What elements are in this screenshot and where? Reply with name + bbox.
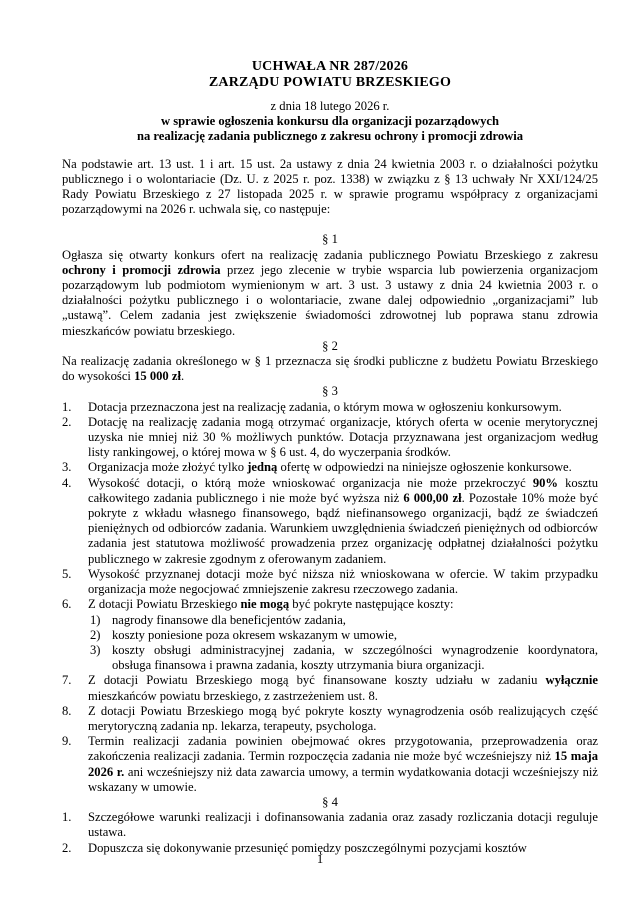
list-item-text: Wysokość przyznanej dotacji może być niższa niż wnioskowana w ofercie. W takim przypadku organizacja może negocjować zmniejszenie zakresu rzeczowego zadania. [88, 566, 598, 597]
list-subitem-number: 2) [90, 627, 101, 642]
list-item-text: Termin realizacji zadania powinien obejmować okres przygotowania, przeprowadzenia oraz zakończenia realizacji zadania. Termin rozpoczęcia zadania nie może być wcześniejszy niż 15 maja 2026 r. ani wcześniejszy niż data zawarcia umowy, a termin wydatkowania dotacji wcześniejszy niż wskazany w umowie. [88, 734, 598, 794]
list-item-text: Wysokość dotacji, o którą może wnioskować organizacja nie może przekroczyć 90% kosztu całkowitego zadania publicznego i nie może być wyższa niż 6 000,00 zł. Pozostałe 10% może być pokryte z wkładu własnego finansowego, bądź niefinansowego organizacji, bądź ze świadczeń pieniężnych od odbiorców zadania. Warunkiem uwzględnienia świadczeń pieniężnych od odbiorców zadania jest statutowa możliwość prowadzenia przez organizację odpłatnej działalności pożytku publicznego w zakresie zgodnym z oferowanym zadaniem. [88, 475, 599, 566]
section-3-list [62, 400, 598, 795]
document-title-line2: ZARZĄDU POWIATU BRZESKIEGO [208, 75, 452, 90]
bold-text: jedną [247, 460, 278, 475]
list-item [62, 673, 598, 703]
list-item-number: 9. [62, 734, 72, 749]
list-item-number: 7. [62, 673, 72, 688]
list-item-number: 3. [62, 460, 72, 475]
document-title-line1: UCHWAŁA NR 287/2026 [251, 59, 409, 74]
bold-text: ochrony i promocji zdrowia [62, 262, 221, 277]
list-item-number: 2. [62, 414, 72, 429]
list-item-number: 5. [62, 566, 72, 581]
document-subject-line1: w sprawie ogłoszenia konkursu dla organizacji pozarządowych [161, 114, 499, 129]
section-4-mark: § 4 [322, 794, 338, 809]
list-item [62, 597, 598, 673]
list-item-text: Organizacja może złożyć tylko jedną ofertę w odpowiedzi na niniejsze ogłoszenie konkursowe. [88, 460, 572, 475]
list-item-text: Dotację na realizację zadania mogą otrzymać organizacje, których oferta w ocenie merytorycznej uzyska nie mniej niż 30 % możliwych punktów. Dotacja przyznawana jest organizacjom według listy rankingowej, o której mowa w § 6 ust. 4, do wyczerpania środków. [88, 414, 598, 460]
section-4-list [62, 810, 598, 856]
document-subject-line2: na realizację zadania publicznego z zakresu ochrony i promocji zdrowia [136, 129, 524, 144]
section-3-mark: § 3 [322, 384, 338, 399]
list-item-number: 1. [62, 399, 72, 414]
list-item-number: 2. [62, 840, 72, 855]
list-item-text: Z dotacji Powiatu Brzeskiego mogą być finansowane koszty udziału w zadaniu wyłącznie mieszkańców powiatu brzeskiego, z zastrzeżeniem ust. 8. [88, 673, 598, 703]
list-subitem [88, 643, 598, 673]
list-subitem-number: 1) [90, 612, 101, 627]
list-item-text: Z dotacji Powiatu Brzeskiego mogą być pokryte koszty wynagrodzenia osób realizujących część merytoryczną zadania np. lekarza, terapeuty, psychologa. [88, 703, 598, 733]
list-item-number: 4. [62, 475, 72, 490]
bold-text: wyłącznie [545, 673, 598, 688]
document-date-line: z dnia 18 lutego 2026 r. [270, 99, 390, 113]
list-subitem [88, 628, 598, 643]
section-2-paragraph: Na realizację zadania określonego w § 1 przeznacza się środki publiczne z budżetu Powiatu Brzeskiego do wysokości 15 000 zł. [62, 354, 598, 384]
list-item-text: Szczegółowe warunki realizacji i dofinansowania zadania oraz zasady rozliczania dotacji reguluje ustawa. [88, 810, 598, 840]
list-item [62, 704, 598, 734]
list-subitem-text: koszty obsługi administracyjnej zadania, w szczególności wynagrodzenie koordynatora, obsługa finansowa i prawna zadania, koszty utrzymania biura organizacji. [112, 642, 598, 673]
preamble-paragraph: Na podstawie art. 13 ust. 1 i art. 15 ust. 2a ustawy z dnia 24 kwietnia 2003 r. o działalności pożytku publicznego i o wolontariacie (Dz. U. z 2025 r. poz. 1338) w związku z § 13 uchwały Nr XXI/124/25 Rady Powiatu Brzeskiego z 27 listopada 2025 r. w sprawie programu współpracy z organizacjami pozarządowymi na 2026 r. uchwala się, co następuje: [62, 156, 598, 217]
bold-text: 15 000 zł [134, 369, 181, 384]
section-1-paragraph: Ogłasza się otwarty konkurs ofert na realizację zadania publicznego Powiatu Brzeskiego z zakresu ochrony i promocji zdrowia przez jego zlecenie w trybie wsparcia lub powierzenia organizacjom pozarządowym lub podmiotom wymienionym w art. 3 ust. 3 ustawy z dnia 24 kwietnia 2003 r. o działalności pożytku publicznego i o wolontariacie, zwane dalej odpowiednio „organizacjami” lub „ustawą”. Celem zadania jest zwiększenie świadomości zdrowotnej lub poprawa stanu zdrowia mieszkańców powiatu brzeskiego. [62, 247, 599, 338]
bold-text: 6 000,00 zł [403, 490, 462, 505]
list-item [62, 400, 598, 415]
list-item-text: Dotacja przeznaczona jest na realizację zadania, o którym mowa w ogłoszeniu konkursowym. [88, 399, 562, 414]
list-subitem-text: nagrody finansowe dla beneficjentów zadania, [112, 612, 346, 627]
list-item [62, 567, 598, 597]
list-subitem-text: koszty poniesione poza okresem wskazanym w umowie, [112, 627, 398, 642]
list-item-number: 6. [62, 597, 72, 612]
list-item-text: Z dotacji Powiatu Brzeskiego nie mogą być pokryte następujące koszty: [88, 597, 454, 612]
list-item [62, 476, 598, 567]
list-item [62, 415, 598, 461]
page-number: 1 [316, 851, 324, 866]
section-1-mark: § 1 [322, 232, 338, 247]
bold-text: 15 maja 2026 r. [88, 749, 598, 779]
list-item [62, 460, 598, 475]
list-subitem [88, 613, 598, 628]
list-item [62, 734, 598, 795]
list-item-number: 8. [62, 703, 72, 718]
list-subitem-number: 3) [90, 642, 101, 657]
list-item-text: Dopuszcza się dokonywanie przesunięć pomiędzy poszczególnymi pozycjami kosztów [88, 840, 527, 855]
list-item-number: 1. [62, 810, 72, 825]
bold-text: nie mogą [240, 597, 290, 612]
list-item [62, 810, 598, 840]
section-2-mark: § 2 [322, 338, 338, 353]
bold-text: 90% [532, 475, 558, 490]
